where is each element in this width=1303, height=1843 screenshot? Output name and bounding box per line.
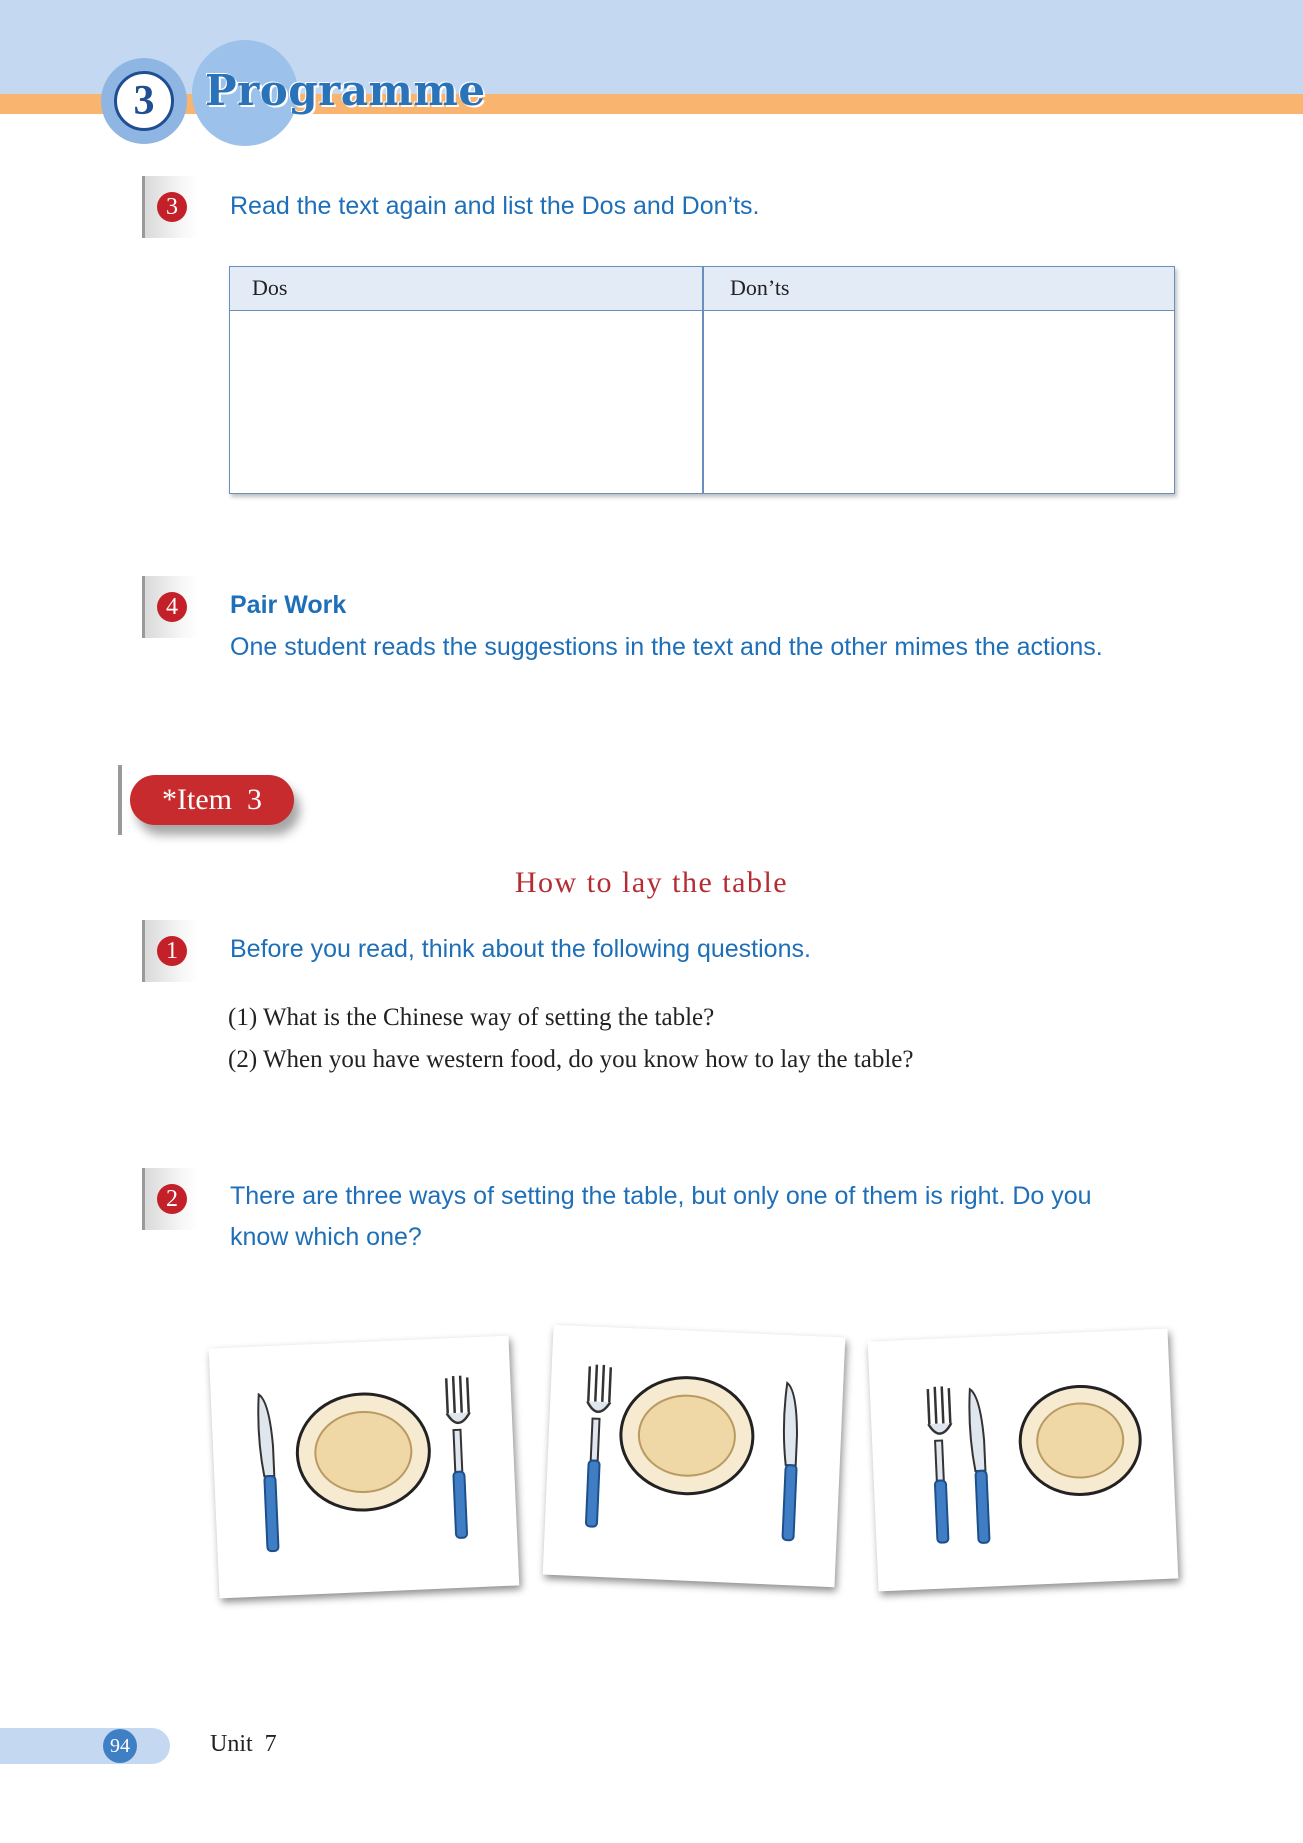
exercise-3-instruction: Read the text again and list the Dos and Don’ts.: [230, 192, 760, 220]
exercise-number: 3: [157, 192, 187, 222]
question-2: (2) When you have western food, do you know how to lay the table?: [228, 1046, 914, 1073]
section-number: 3: [114, 71, 174, 131]
footer-band: [0, 1728, 170, 1764]
exercise-number: 4: [157, 592, 187, 622]
step-1-instruction: Before you read, think about the following questions.: [230, 935, 811, 963]
exercise-4-instruction: One student reads the suggestions in the text and the other mimes the actions.: [230, 633, 1103, 661]
exercise-badge-4: [142, 576, 198, 638]
page-title: Programme: [205, 66, 486, 115]
fork-icon: [582, 1364, 612, 1527]
reading-title: How to lay the table: [514, 866, 789, 899]
dos-answer-cell[interactable]: [232, 312, 700, 492]
knife-icon: [779, 1383, 800, 1540]
plate-icon: [1018, 1384, 1143, 1497]
fork-icon: [927, 1386, 957, 1543]
donts-answer-cell[interactable]: [706, 312, 1174, 492]
knife-icon: [968, 1389, 989, 1543]
page-number: 94: [103, 1729, 137, 1763]
table-header-dos: Dos: [252, 275, 288, 300]
unit-label: Unit 7: [210, 1731, 277, 1757]
step-badge-2: [142, 1168, 198, 1230]
table-column-divider: [702, 267, 704, 493]
item-label-edge: [118, 765, 122, 835]
knife-icon: [257, 1394, 278, 1551]
step-number: 2: [157, 1184, 187, 1214]
fork-icon: [445, 1375, 475, 1538]
item-label: *Item 3: [130, 775, 294, 825]
dos-donts-table: [229, 266, 1175, 494]
question-1: (1) What is the Chinese way of setting the table?: [228, 1004, 715, 1031]
table-setting-picture-c[interactable]: [868, 1329, 1179, 1592]
step-badge-1: [142, 920, 198, 982]
pair-work-heading: Pair Work: [230, 591, 347, 619]
step-2-instruction-line-1: There are three ways of setting the table, but only one of them is right. Do you: [230, 1182, 1092, 1210]
table-header-donts: Don’ts: [730, 275, 790, 300]
step-number: 1: [157, 936, 187, 966]
table-setting-picture-b[interactable]: [543, 1325, 846, 1587]
plate-icon: [618, 1375, 755, 1497]
table-setting-picture-a[interactable]: [209, 1336, 520, 1599]
plate-icon: [295, 1391, 432, 1513]
exercise-badge-3: [142, 176, 198, 238]
step-2-instruction-line-2: know which one?: [230, 1223, 422, 1251]
